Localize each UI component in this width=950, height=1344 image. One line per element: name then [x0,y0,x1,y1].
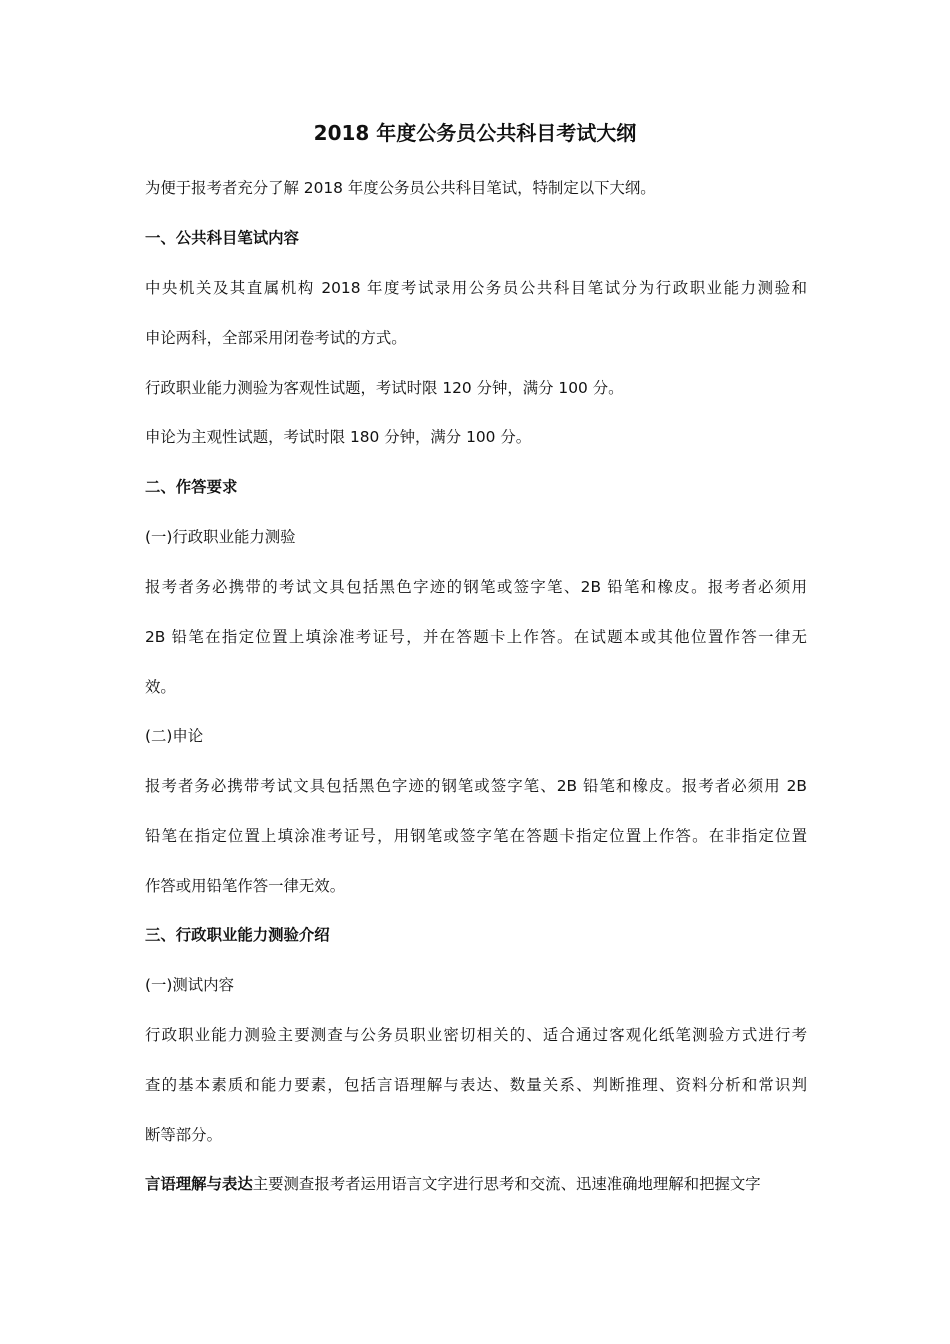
paragraph-line: 效。 [145,678,176,696]
paragraph-line: 行政职业能力测验主要测查与公务员职业密切相关的、适合通过客观化纸笔测验方式进行考 [145,1026,807,1044]
term-description: 主要测查报考者运用语言文字进行思考和交流、迅速准确地理解和把握文字 [252,1175,761,1193]
paragraph-line [145,1172,807,1196]
subsection-heading: (二)申论 [145,727,204,745]
section-heading-2: 二、作答要求 [145,478,238,496]
term-bold: 言语理解与表达 [145,1175,253,1193]
section-heading-1: 一、公共科目笔试内容 [145,229,299,247]
paragraph-line: 2B 铅笔在指定位置上填涂准考证号，并在答题卡上作答。在试题本或其他位置作答一律无 [145,628,807,646]
document-title: 2018 年度公务员公共科目考试大纲 [313,121,637,145]
paragraph-line: 作答或用铅笔作答一律无效。 [145,877,346,895]
paragraph-line: 断等部分。 [145,1126,222,1144]
paragraph-line: 报考者务必携带考试文具包括黑色字迹的钢笔或签字笔、2B 铅笔和橡皮。报考者必须用 2B [145,777,807,795]
subsection-heading: (一)测试内容 [145,976,234,994]
intro-paragraph: 为便于报考者充分了解 2018 年度公务员公共科目笔试，特制定以下大纲。 [145,179,656,197]
paragraph-line: 申论两科，全部采用闭卷考试的方式。 [145,329,407,347]
paragraph-line: 申论为主观性试题，考试时限 180 分钟，满分 100 分。 [145,428,532,446]
section-heading-3: 三、行政职业能力测验介绍 [145,926,330,944]
paragraph-line: 行政职业能力测验为客观性试题，考试时限 120 分钟，满分 100 分。 [145,379,624,397]
subsection-heading: (一)行政职业能力测验 [145,528,296,546]
paragraph-line: 报考者务必携带的考试文具包括黑色字迹的钢笔或签字笔、2B 铅笔和橡皮。报考者必须用 [145,578,807,596]
paragraph-line: 查的基本素质和能力要素，包括言语理解与表达、数量关系、判断推理、资料分析和常识判 [145,1076,807,1094]
paragraph-line: 铅笔在指定位置上填涂准考证号，用钢笔或签字笔在答题卡指定位置上作答。在非指定位置 [145,827,807,845]
paragraph-line: 中央机关及其直属机构 2018 年度考试录用公务员公共科目笔试分为行政职业能力测验和 [145,279,807,297]
